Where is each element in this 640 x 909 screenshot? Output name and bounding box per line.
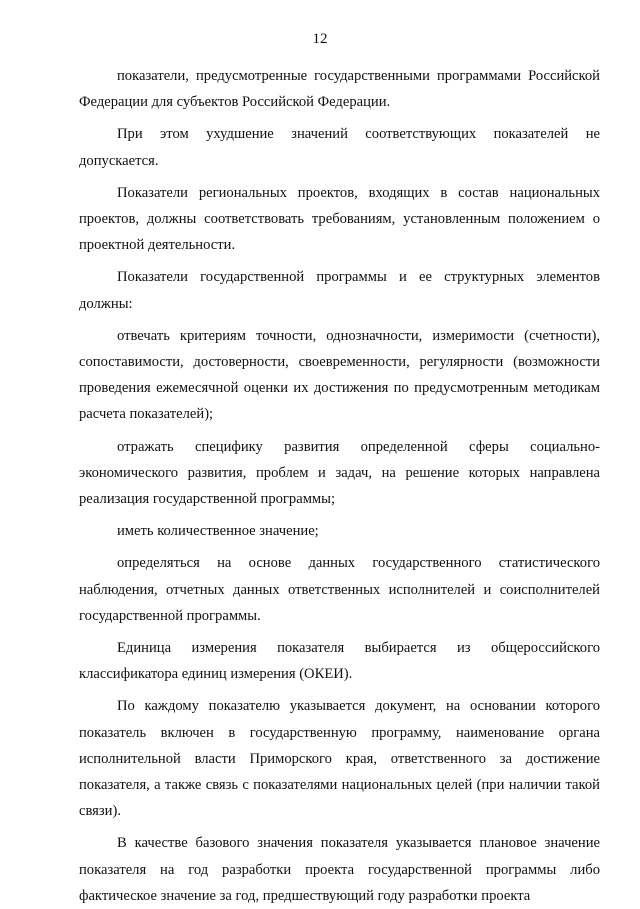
list-item-quantitative: иметь количественное значение; [117, 523, 319, 540]
paragraph-indicator-document: По каждому показателю указывается документ, на основании которого показатель включен в государственную программу, наименование органа исполнительной власти Приморского края, ответственного за достижение показателя, а также связь с показателями национальных целей (при наличии такой связи). [79, 698, 600, 820]
paragraph-base-value: В качестве базового значения показателя указывается плановое значение показателя на год разработки проекта государственной программы либо фактическое значение за год, предшествующий году разработки проекта [79, 835, 600, 904]
list-item-specifics: отражать специфику развития определенной сферы социально-экономического развития, проблем и задач, на решение которых направлена реализация государственной программы; [79, 438, 600, 508]
page-number: 12 [312, 31, 328, 47]
list-item-statistical-basis: определяться на основе данных государственного статистического наблюдения, отчетных данных ответственных исполнителей и соисполнителей государственной программы. [79, 555, 600, 624]
paragraph-no-deterioration: При этом ухудшение значений соответствующих показателей не допускается. [79, 126, 600, 169]
paragraph-continuation: показатели, предусмотренные государственными программами Российской Федерации для субъектов Российской Федерации. [79, 68, 600, 111]
paragraph-unit-of-measure: Единица измерения показателя выбирается из общероссийского классификатора единиц измерения (ОКЕИ). [79, 640, 600, 683]
paragraph-indicator-requirements: Показатели государственной программы и ее структурных элементов должны: [79, 269, 600, 312]
paragraph-regional-projects: Показатели региональных проектов, входящих в состав национальных проектов, должны соответствовать требованиям, установленным положением о проектной деятельности. [79, 184, 600, 254]
document-body [79, 63, 600, 909]
list-item-criteria: отвечать критериям точности, однозначности, измеримости (счетности), сопоставимости, достоверности, своевременности, регулярности (возможности проведения ежемесячной оценки их достижения по предусмотренным методикам расчета показателей); [79, 327, 600, 423]
